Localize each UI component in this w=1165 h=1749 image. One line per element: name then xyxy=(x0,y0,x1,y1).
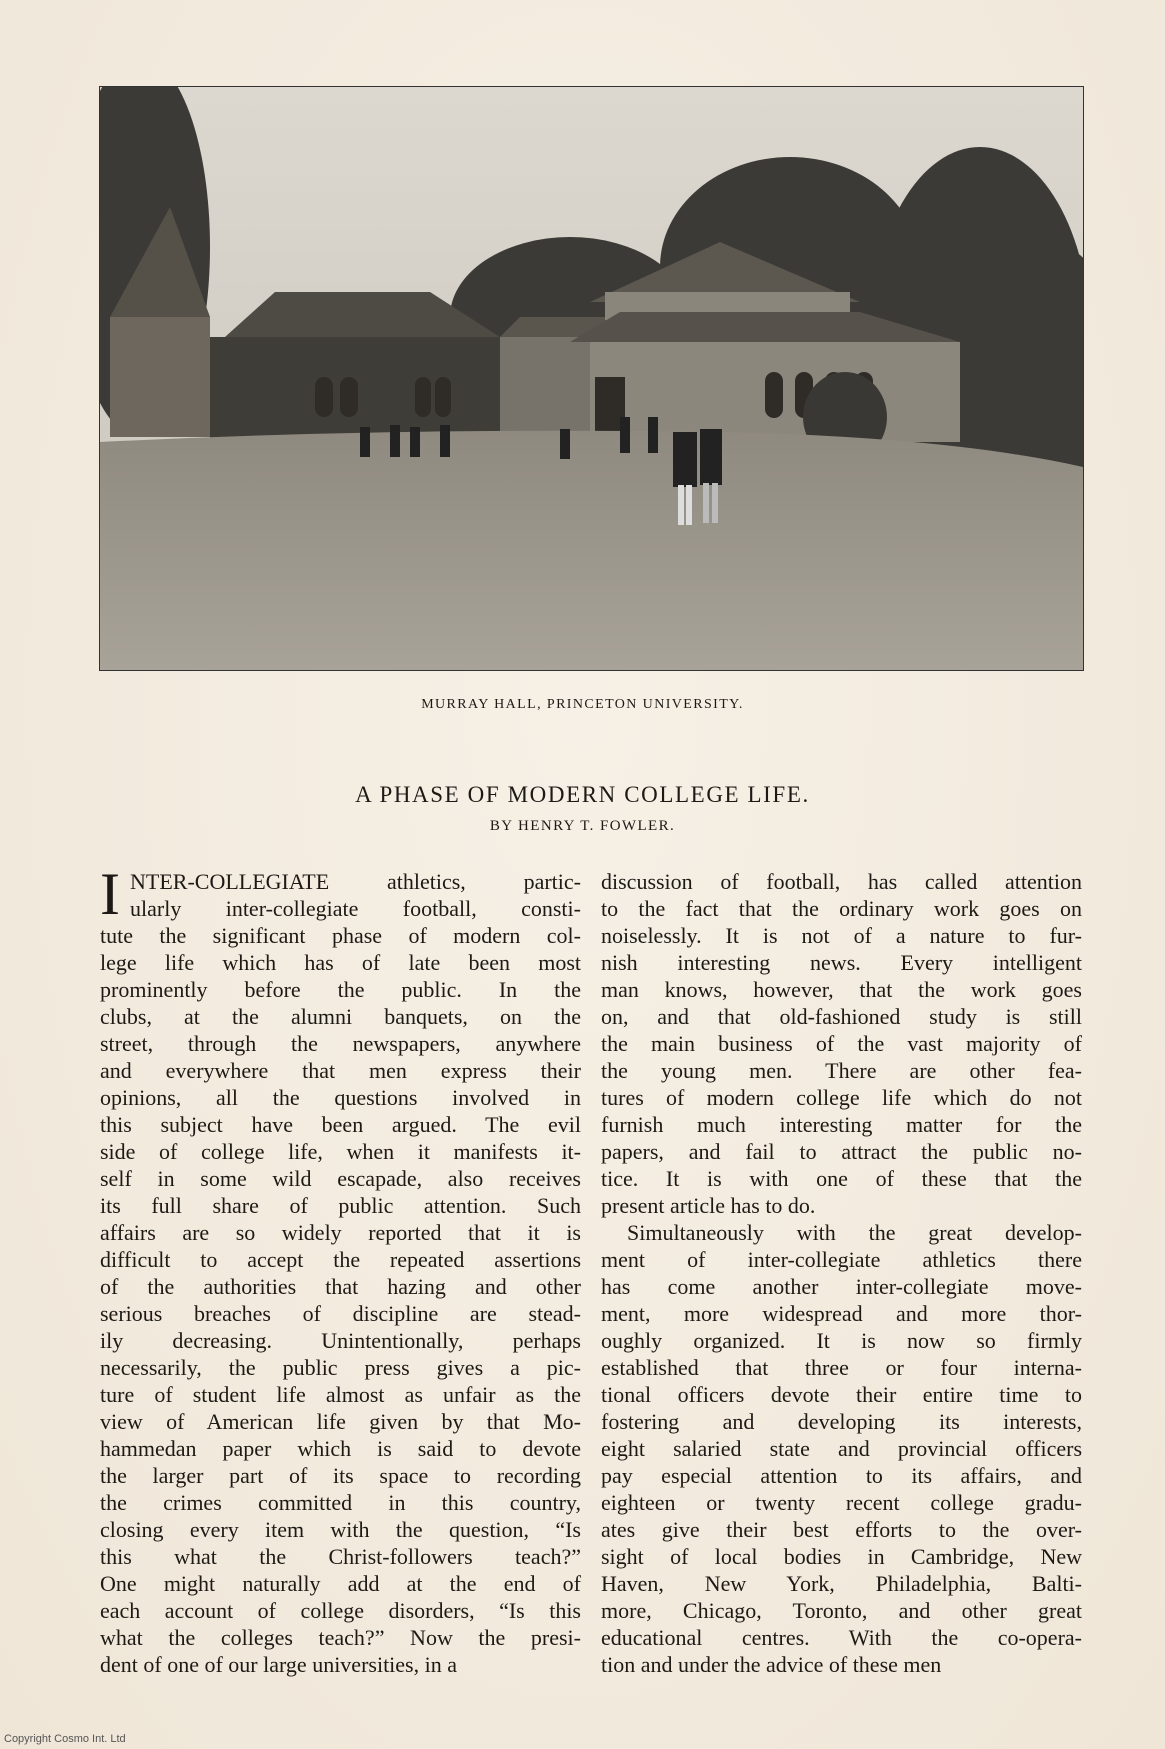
text-line: serious breaches of discipline are stead- xyxy=(100,1301,581,1326)
text-line: NTER-COLLEGIATE athletics, partic- xyxy=(130,869,581,894)
text-line: this what the Christ-followers teach?” xyxy=(100,1544,581,1569)
text-line: ment, more widespread and more thor- xyxy=(601,1301,1082,1326)
article-title: A PHASE OF MODERN COLLEGE LIFE. xyxy=(355,782,810,807)
text-line: to the fact that the ordinary work goes on xyxy=(601,896,1082,921)
text-line: Haven, New York, Philadelphia, Balti- xyxy=(601,1571,1082,1596)
text-line: dent of one of our large universities, in a xyxy=(100,1652,457,1677)
text-line: what the colleges teach?” Now the presi- xyxy=(100,1625,581,1650)
text-line: lege life which has of late been most xyxy=(100,950,581,975)
text-line: opinions, all the questions involved in xyxy=(100,1085,581,1110)
text-line: more, Chicago, Toronto, and other great xyxy=(601,1598,1082,1623)
text-line: sight of local bodies in Cambridge, New xyxy=(601,1544,1082,1569)
figure-caption: MURRAY HALL, PRINCETON UNIVERSITY. xyxy=(421,697,744,712)
text-line: papers, and fail to attract the public no- xyxy=(601,1139,1082,1164)
text-line: present article has to do. xyxy=(601,1193,816,1218)
text-line: tice. It is with one of these that the xyxy=(601,1166,1082,1191)
photo-illustration xyxy=(100,87,1083,670)
text-line: has come another inter-collegiate move- xyxy=(601,1274,1082,1299)
text-line: self in some wild escapade, also receives xyxy=(100,1166,581,1191)
murray-hall-photograph xyxy=(99,86,1084,671)
text-line: tional officers devote their entire time to xyxy=(601,1382,1082,1407)
text-line: tute the significant phase of modern col- xyxy=(100,923,581,948)
lawn xyxy=(100,431,1083,670)
text-line: street, through the newspapers, anywhere xyxy=(100,1031,581,1056)
text-line: on, and that old-fashioned study is still xyxy=(601,1004,1082,1029)
text-line: tion and under the advice of these men xyxy=(601,1652,942,1677)
text-line: each account of college disorders, “Is this xyxy=(100,1598,581,1623)
text-line: view of American life given by that Mo- xyxy=(100,1409,581,1434)
text-line: its full share of public attention. Such xyxy=(100,1193,581,1218)
text-line: and everywhere that men express their xyxy=(100,1058,581,1083)
text-line: ates give their best efforts to the over- xyxy=(601,1517,1082,1542)
text-line: the main business of the vast majority of xyxy=(601,1031,1082,1056)
text-line: clubs, at the alumni banquets, on the xyxy=(100,1004,581,1029)
text-line: closing every item with the question, “Is xyxy=(100,1517,581,1542)
drop-cap: I xyxy=(100,861,120,927)
text-line: the young men. There are other fea- xyxy=(601,1058,1082,1083)
text-line: the larger part of its space to recording xyxy=(100,1463,581,1488)
text-line: tures of modern college life which do not xyxy=(601,1085,1082,1110)
text-line: prominently before the public. In the xyxy=(100,977,581,1002)
text-line: furnish much interesting matter for the xyxy=(601,1112,1082,1137)
text-line: ily decreasing. Unintentionally, perhaps xyxy=(100,1328,581,1353)
text-line: this subject have been argued. The evil xyxy=(100,1112,581,1137)
text-line: One might naturally add at the end of xyxy=(100,1571,581,1596)
text-line: educational centres. With the co-opera- xyxy=(601,1625,1082,1650)
text-line: pay especial attention to its affairs, and xyxy=(601,1463,1082,1488)
text-line: difficult to accept the repeated assertions xyxy=(100,1247,581,1272)
text-line: established that three or four interna- xyxy=(601,1355,1082,1380)
copyright-watermark: Copyright Cosmo Int. Ltd xyxy=(4,1733,126,1745)
text-line: fostering and developing its interests, xyxy=(601,1409,1082,1434)
article-byline: BY HENRY T. FOWLER. xyxy=(489,818,676,834)
text-line: the crimes committed in this country, xyxy=(100,1490,581,1515)
text-line: ularly inter-collegiate football, consti- xyxy=(130,896,581,921)
text-line: noiselessly. It is not of a nature to fur- xyxy=(601,923,1082,948)
text-line: ment of inter-collegiate athletics there xyxy=(601,1247,1082,1272)
text-line: side of college life, when it manifests it- xyxy=(100,1139,581,1164)
text-line: nish interesting news. Every intelligent xyxy=(601,950,1082,975)
text-line: of the authorities that hazing and other xyxy=(100,1274,581,1299)
text-line: Simultaneously with the great develop- xyxy=(627,1220,1082,1245)
text-line: oughly organized. It is now so firmly xyxy=(601,1328,1082,1353)
text-line: discussion of football, has called attention xyxy=(601,869,1082,894)
text-line: ture of student life almost as unfair as the xyxy=(100,1382,581,1407)
text-line: affairs are so widely reported that it is xyxy=(100,1220,581,1245)
text-line: eighteen or twenty recent college gradu- xyxy=(601,1490,1082,1515)
text-line: man knows, however, that the work goes xyxy=(601,977,1082,1002)
text-line: eight salaried state and provincial officers xyxy=(601,1436,1082,1461)
text-line: hammedan paper which is said to devote xyxy=(100,1436,581,1461)
text-line: necessarily, the public press gives a pic- xyxy=(100,1355,581,1380)
left-column xyxy=(100,868,581,1678)
right-column xyxy=(601,868,1082,1678)
